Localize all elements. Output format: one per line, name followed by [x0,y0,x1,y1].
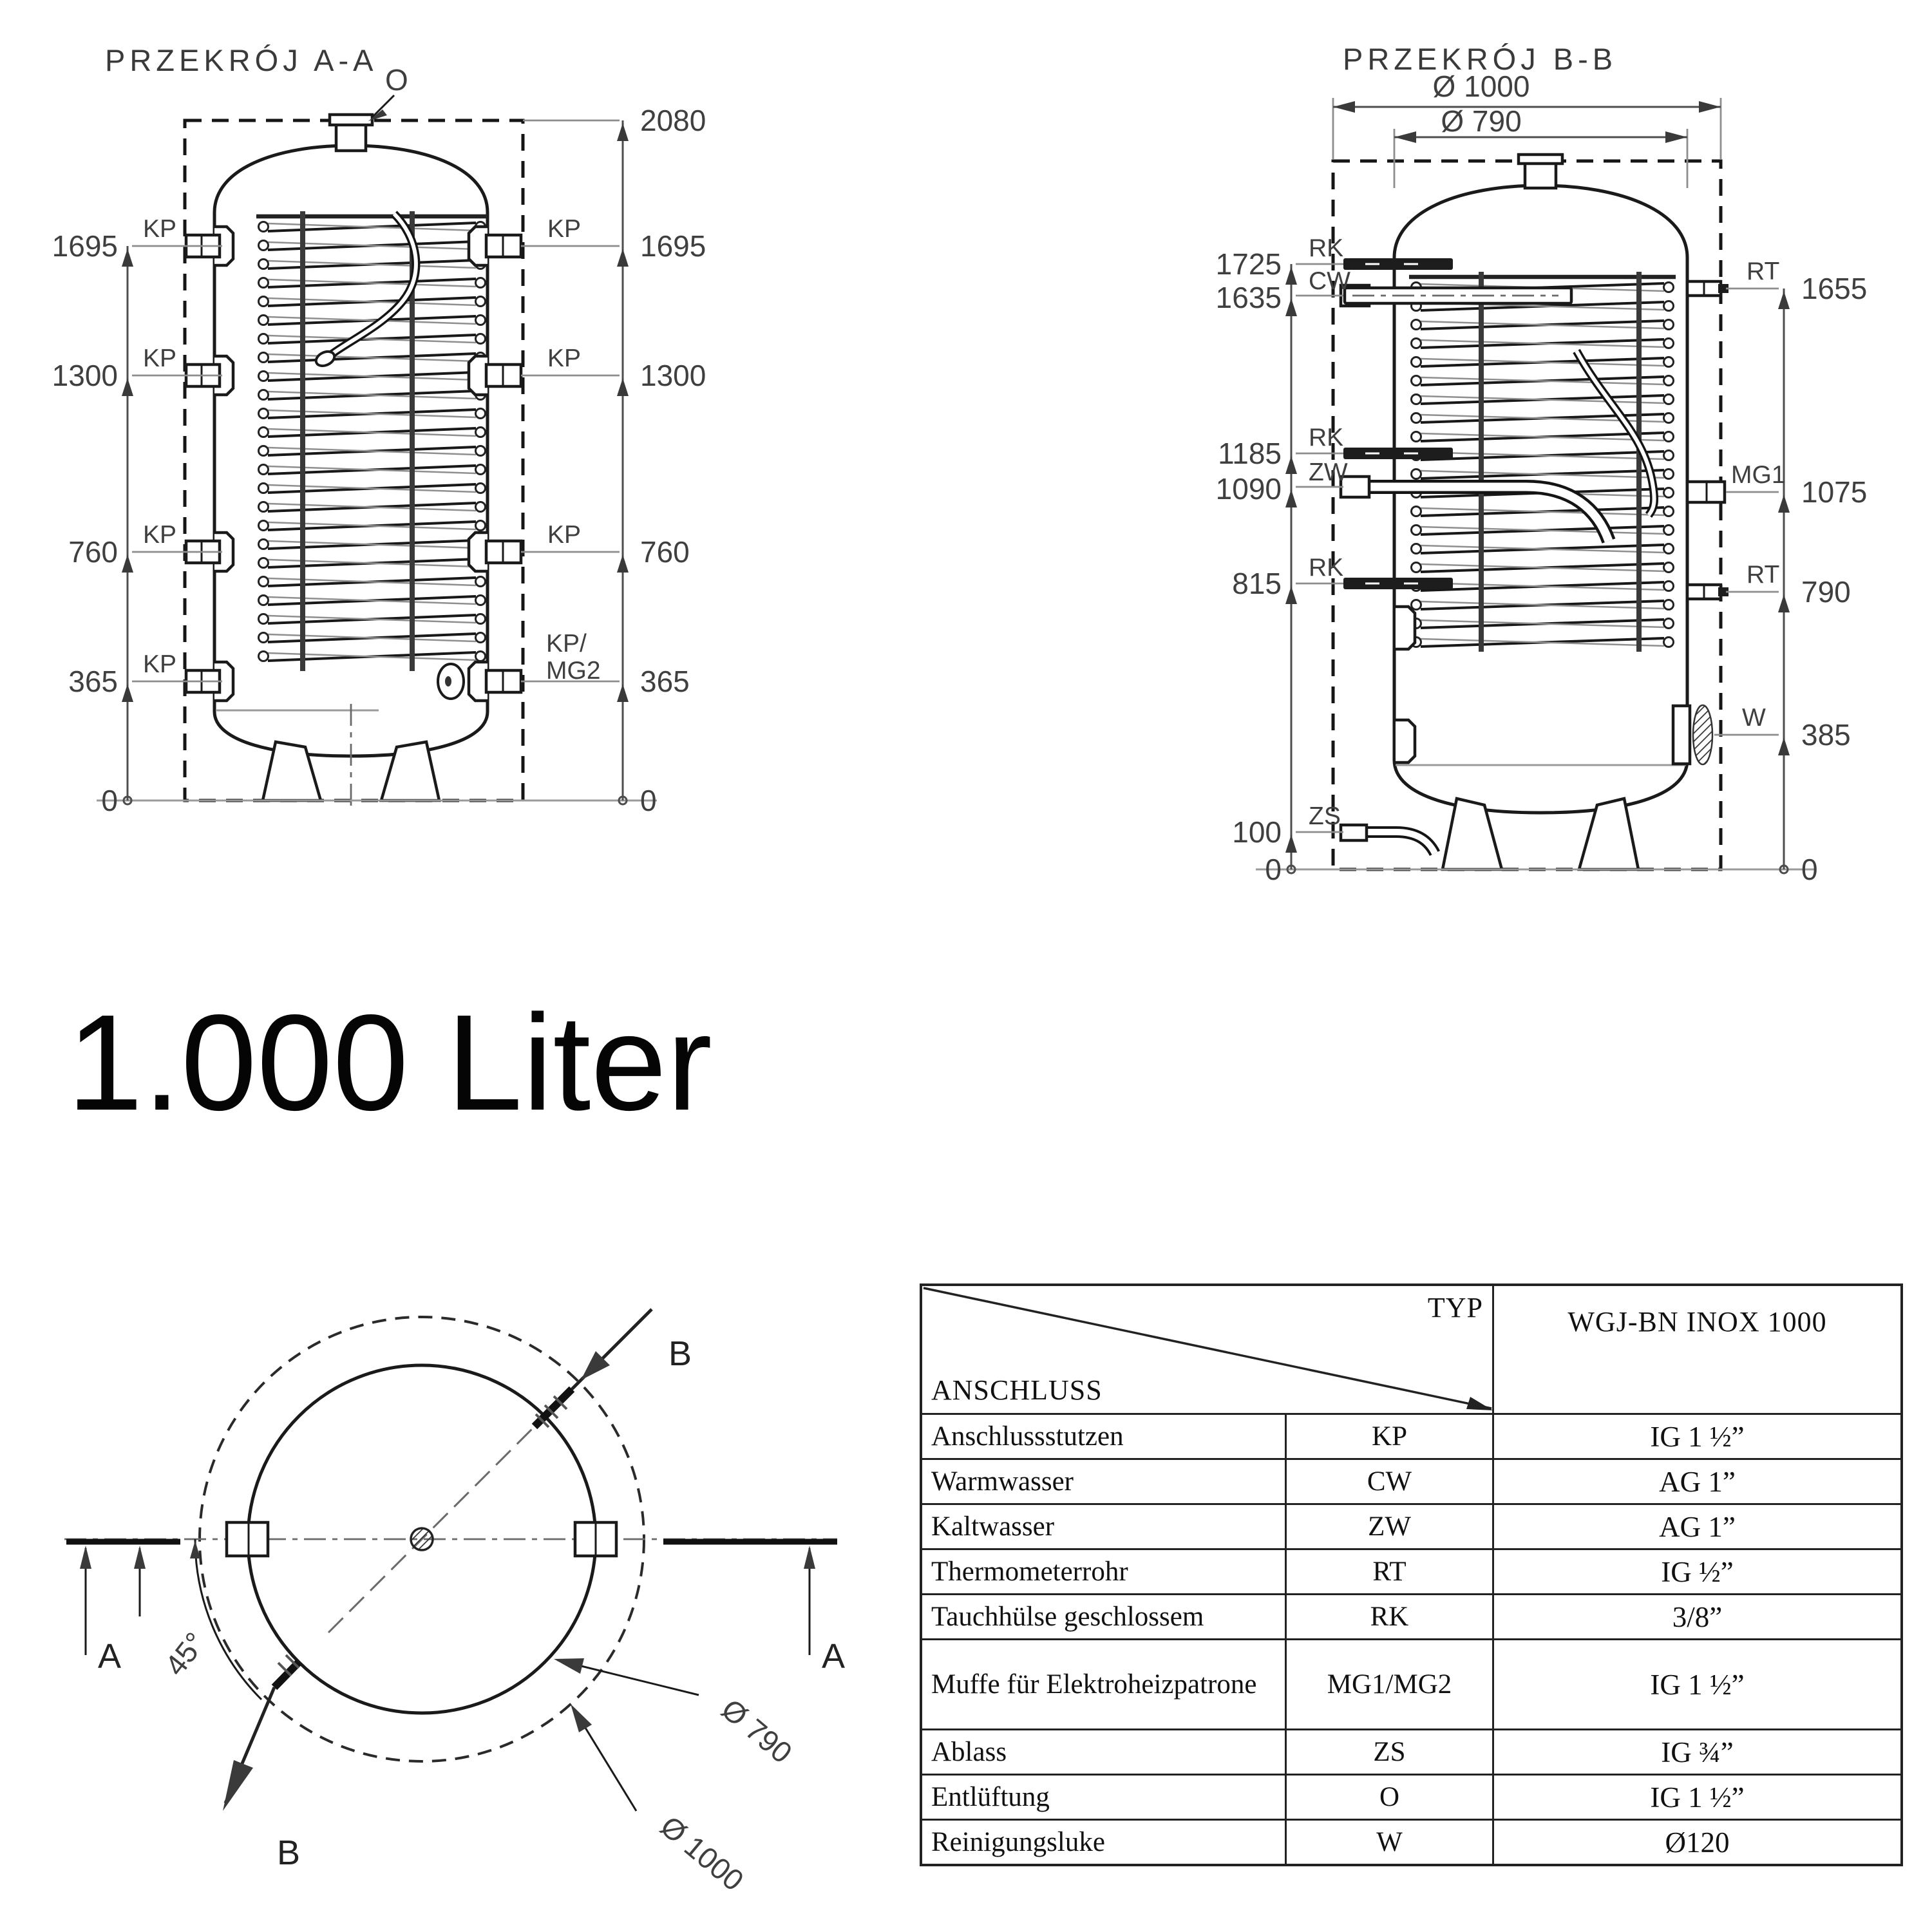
dim-total-height: 2080 [640,104,706,137]
conn-label: RT [1747,561,1780,589]
row-size: IG ½” [1661,1555,1734,1588]
dimensions-a-right [521,104,706,817]
row-size: Ø120 [1665,1826,1730,1859]
conn-label: CW [1309,267,1350,295]
conn-label: RT [1747,258,1780,285]
kp-stubs-left [186,227,233,701]
spec-table [920,1283,1903,1866]
section-a-drawing [52,43,706,817]
dim-value: 365 [640,665,690,698]
section-b-title: PRZEKRÓJ B-B [1343,42,1618,76]
vent-label: O [385,63,408,97]
section-a-label: A [822,1637,846,1676]
dim-zero: 0 [1801,853,1818,886]
row-name: Warmwasser [931,1466,1074,1497]
section-a-title: PRZEKRÓJ A-A [105,43,378,77]
conn-label: KP [143,345,177,372]
conn-label: KP [143,521,177,549]
table-row [922,1548,1900,1593]
diameter-leaders [554,1658,799,1897]
dim-value: 1300 [640,359,706,392]
section-plane-b-top [535,1309,692,1427]
dim-value: 760 [68,535,118,569]
table-header [922,1286,1900,1413]
header-typ: TYP [1427,1292,1483,1323]
row-code: W [1285,1821,1494,1864]
row-code: O [1285,1776,1494,1819]
row-size: 3/8” [1672,1600,1723,1633]
row-code: KP [1285,1415,1494,1458]
row-name: Kaltwasser [931,1511,1055,1542]
conn-label: MG2 [546,657,601,685]
header-type-name: WGJ-BN INOX 1000 [1567,1306,1827,1338]
table-row [922,1413,1900,1458]
dim-value: 1090 [1215,472,1282,506]
conn-label: KP [143,650,177,678]
conn-label: W [1742,704,1766,732]
cleaning-hatch-flange [1673,706,1690,764]
volume-label: 1.000 Liter [67,986,712,1139]
dim-value: 1075 [1801,475,1868,509]
conn-label: KP [547,345,582,372]
dim-zero: 0 [101,784,118,817]
header-anschluss: ANSCHLUSS [931,1374,1103,1406]
row-name: Thermometerrohr [931,1556,1128,1587]
section-b-label: B [277,1833,301,1872]
dim-value: 385 [1801,718,1851,752]
top-view-drawing [64,1309,845,1897]
conn-label: RK [1309,554,1344,582]
conn-label: ZW [1309,459,1348,486]
conn-label: ZS [1309,802,1341,830]
conn-label: MG1 [1731,461,1786,489]
row-size: IG 1 ½” [1650,1668,1745,1701]
angle-dimension [158,1539,261,1700]
table-row [922,1593,1900,1638]
row-name: Ablass [931,1736,1007,1767]
dim-value: 1725 [1215,247,1282,281]
conn-label: KP/ [546,630,587,658]
table-row [922,1638,1900,1728]
section-plane-a-right [663,1542,845,1676]
conn-label: RK [1309,234,1344,262]
dim-value: 790 [1801,575,1851,609]
row-size: IG 1 ½” [1650,1420,1745,1453]
dim-value: 1185 [1218,437,1282,470]
dim-value: 1655 [1801,272,1868,305]
dia-inner-label: Ø 790 [1441,104,1522,138]
row-code: RT [1285,1550,1494,1593]
header-diagonal-cell [922,1286,1494,1413]
row-size: AG 1” [1659,1510,1736,1543]
coil-heat-exchanger-a [256,211,488,671]
row-size: IG ¾” [1661,1736,1734,1768]
section-b-drawing [1216,42,1868,886]
conn-label: KP [547,215,582,243]
dia-outer-label: Ø 1000 [654,1809,750,1898]
dim-value: 1635 [1215,281,1282,314]
center-hub [411,1528,433,1550]
row-size: IG 1 ½” [1650,1781,1745,1814]
dia-inner-label: Ø 790 [715,1692,799,1770]
table-row [922,1458,1900,1503]
coil-heat-exchanger-b [1409,272,1676,652]
top-fitting-b [1519,155,1562,188]
section-b-label: B [668,1334,692,1373]
row-code: ZW [1285,1505,1494,1548]
dim-value: 100 [1232,815,1282,849]
dim-value: 1695 [52,229,118,263]
row-name: Muffe für Elektroheizpatrone [931,1669,1257,1700]
section-a-label: A [98,1637,122,1676]
table-row [922,1503,1900,1548]
table-row [922,1774,1900,1819]
row-code: ZS [1285,1730,1494,1774]
row-name: Anschlussstutzen [931,1421,1124,1452]
dim-value: 815 [1232,567,1282,600]
section-plane-b-bottom [223,1655,300,1872]
conn-label: KP [143,215,177,243]
dimensions-b-right [1714,258,1867,886]
dim-value: 1300 [52,359,118,392]
angle-label: 45° [158,1625,213,1682]
row-code: CW [1285,1460,1494,1503]
row-name: Entlüftung [931,1781,1050,1812]
conn-label: RK [1309,424,1344,451]
side-stub-left [227,1522,268,1556]
dim-value: 1695 [640,229,706,263]
row-name: Tauchhülse geschlossem [931,1601,1204,1632]
conn-label: KP [547,521,582,549]
dimensions-b-left [1216,234,1351,886]
table-row [922,1819,1900,1864]
dimensions-a-left [52,215,222,817]
dim-zero: 0 [640,784,657,817]
row-code: RK [1285,1595,1494,1638]
table-row [922,1728,1900,1774]
dia-outer-label: Ø 1000 [1432,70,1530,103]
row-size: AG 1” [1659,1465,1736,1498]
dim-value: 760 [640,535,690,569]
dim-zero: 0 [1265,853,1282,886]
row-code: MG1/MG2 [1285,1640,1494,1728]
cleaning-hatch [1693,705,1712,764]
dim-value: 365 [68,665,118,698]
row-name: Reinigungsluke [931,1826,1105,1857]
